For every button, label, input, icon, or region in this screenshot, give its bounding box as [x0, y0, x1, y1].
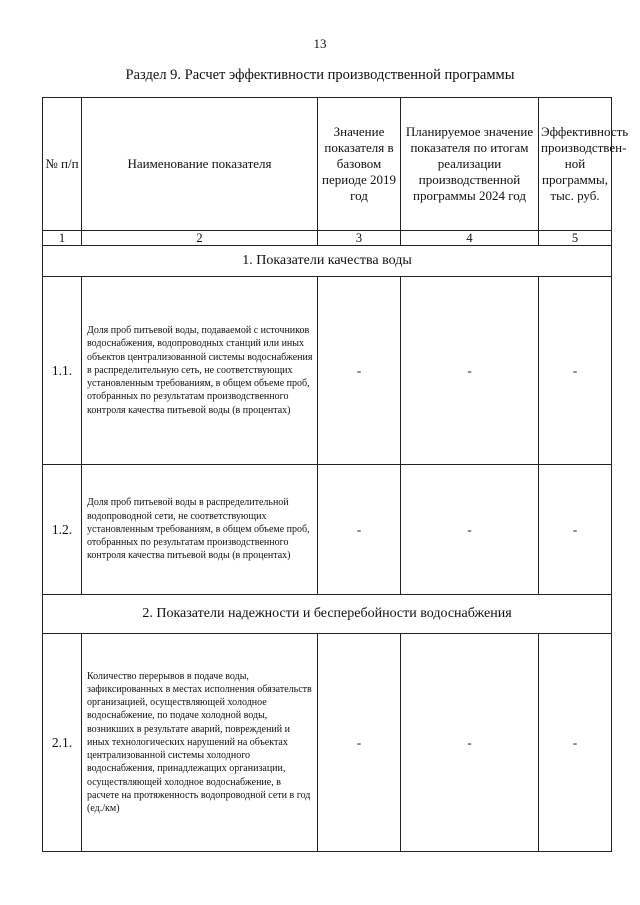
header-row	[43, 98, 612, 231]
indicator-name: Доля проб питьевой воды в распределительной водопроводной сети, не соответствующих установленным требованиям, в общем объеме проб, отобранных по результатам производственного контроля качества питьевой воды (в процентах)	[82, 465, 318, 595]
column-number: 3	[318, 231, 401, 246]
table-row	[43, 634, 612, 852]
row-number: 1.1.	[43, 277, 82, 465]
header-plan: Планируемое значение показателя по итогам реализации производственной программы 2024 год	[401, 98, 539, 231]
column-number-row	[43, 231, 612, 246]
section-heading: 2. Показатели надежности и бесперебойности водоснабжения	[43, 595, 612, 634]
section-row	[43, 595, 612, 634]
efficiency-table	[42, 97, 629, 852]
table-row	[43, 465, 612, 595]
column-number: 1	[43, 231, 82, 246]
column-number: 2	[82, 231, 318, 246]
column-number: 5	[539, 231, 612, 246]
plan-value: -	[401, 634, 539, 852]
header-efficiency: Эффективность производствен-ной программы, тыс. руб.	[539, 98, 612, 231]
efficiency-value: -	[539, 465, 612, 595]
row-number: 1.2.	[43, 465, 82, 595]
page-number: 13	[313, 36, 327, 51]
header-name: Наименование показателя	[82, 98, 318, 231]
base-value: -	[318, 634, 401, 852]
indicator-name: Доля проб питьевой воды, подаваемой с источников водоснабжения, водопроводных станций или иных объектов централизованной системы водоснабжения в распределительную сеть, не соответствующих установленным требованиям, в общем объеме проб, отобранных по результатам производственного контроля качества питьевой воды (в процентах)	[82, 277, 318, 465]
section-row	[43, 246, 612, 277]
efficiency-value: -	[539, 277, 612, 465]
section-title: Раздел 9. Расчет эффективности производственной программы	[125, 67, 515, 83]
section-heading: 1. Показатели качества воды	[43, 246, 612, 277]
header-num: № п/п	[43, 98, 82, 231]
plan-value: -	[401, 465, 539, 595]
base-value: -	[318, 277, 401, 465]
base-value: -	[318, 465, 401, 595]
indicator-name: Количество перерывов в подаче воды, зафиксированных в местах исполнения обязательств организацией, осуществляющей холодное водоснабжение, по подаче холодной воды, возникших в результате аварий, повреждений и иных технологических нарушений на объектах централизованной системы холодного водоснабжения, принадлежащих организации, осуществляющей холодное водоснабжение, в расчете на протяженность водопроводной сети в год (ед./км)	[82, 634, 318, 852]
column-number: 4	[401, 231, 539, 246]
table-row	[43, 277, 612, 465]
efficiency-value: -	[539, 634, 612, 852]
row-number: 2.1.	[43, 634, 82, 852]
plan-value: -	[401, 277, 539, 465]
header-base: Значение показателя в базовом периоде 2019 год	[318, 98, 401, 231]
